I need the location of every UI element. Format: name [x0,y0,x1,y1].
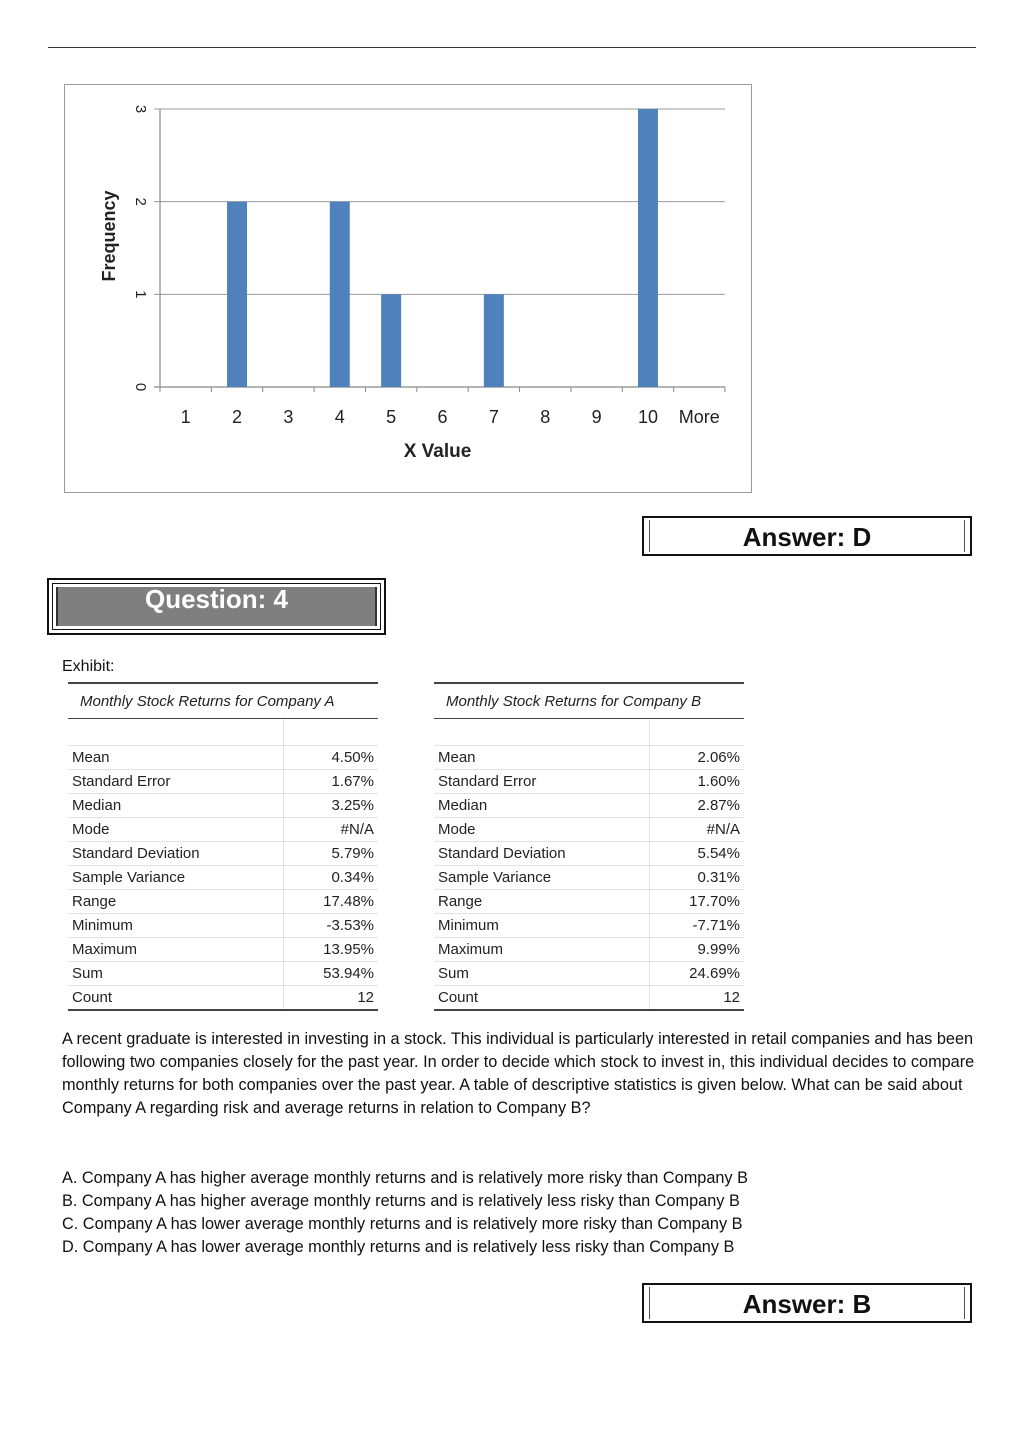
table-row [434,890,744,914]
answer-option: C. Company A has lower average monthly returns and is relatively more risky than Company B [62,1215,743,1233]
table-row [68,890,378,914]
histogram-bar [381,294,401,387]
question-header [47,578,386,635]
stat-value: 5.54% [650,842,744,866]
y-tick-label: 3 [132,104,149,114]
stat-label: Sample Variance [68,866,284,890]
top-rule [48,47,976,48]
stat-value: 24.69% [650,962,744,986]
x-tick-label: 7 [488,407,499,427]
stat-label: Minimum [434,914,650,938]
stat-label: Mode [68,818,284,842]
y-tick-label: 2 [132,197,149,206]
table-row [68,986,378,1011]
answer-options [62,1167,977,1259]
stat-value: 0.31% [650,866,744,890]
table-row [68,842,378,866]
stat-value: 3.25% [284,794,378,818]
exhibit-label: Exhibit: [62,658,115,675]
table-row [434,938,744,962]
stats-table-company-a [68,682,378,1011]
answer-option: D. Company A has lower average monthly returns and is relatively less risky than Company B [62,1238,735,1256]
table-row [434,746,744,770]
stat-value: 17.70% [650,890,744,914]
stat-value: 17.48% [284,890,378,914]
stat-label: Minimum [68,914,284,938]
stat-label: Range [434,890,650,914]
x-tick-label: 3 [283,407,294,427]
question-text: A recent graduate is interested in investing in a stock. This individual is particularly interested in retail companies and has been following two companies closely for the past year. In order to decide which stock to invest in, this individual decides to compare monthly returns for both companies over the past year. A table of descriptive statistics is given below. What can be said about Company A regarding risk and average returns in relation to Company B? [62,1030,975,1117]
histogram-bar [484,294,504,387]
stats-table-company-b [434,682,744,1011]
stat-label: Sum [434,962,650,986]
table-row [68,770,378,794]
answer-label: Answer: B [742,1289,872,1319]
stat-value: 9.99% [650,938,744,962]
stat-value: 12 [650,986,744,1011]
stat-label: Maximum [68,938,284,962]
stat-value: 5.79% [284,842,378,866]
stat-value: 13.95% [284,938,378,962]
y-tick-label: 1 [132,290,149,299]
table-row [68,818,378,842]
table-row [68,962,378,986]
histogram-bar [330,202,350,387]
x-tick-label: 6 [437,407,448,427]
x-tick-label: 5 [386,407,397,427]
stat-label: Range [68,890,284,914]
table-row [434,986,744,1011]
table-row [68,914,378,938]
x-tick-label: 9 [591,407,602,427]
histogram-bar [227,202,247,387]
x-tick-label: 4 [334,407,345,427]
stat-value: 53.94% [284,962,378,986]
stat-value: 4.50% [284,746,378,770]
table-row [434,962,744,986]
stat-value: -3.53% [284,914,378,938]
answer-box-previous [642,516,972,556]
stat-label: Median [68,794,284,818]
stat-label: Standard Deviation [68,842,284,866]
stat-label: Standard Deviation [434,842,650,866]
table-row [68,938,378,962]
histogram-chart [64,84,752,493]
stat-label: Count [68,986,284,1011]
stat-label: Mean [68,746,284,770]
histogram-svg [65,85,753,494]
stat-value: 1.67% [284,770,378,794]
y-axis-title: Frequency [99,190,119,282]
stat-value: 2.06% [650,746,744,770]
stat-value: 1.60% [650,770,744,794]
stat-value: #N/A [650,818,744,842]
table-row [434,770,744,794]
stat-label: Count [434,986,650,1011]
stat-value: 2.87% [650,794,744,818]
x-tick-label: More [678,407,720,427]
table-title: Monthly Stock Returns for Company B [434,683,744,719]
stat-value: -7.71% [650,914,744,938]
x-tick-label: 8 [540,407,551,427]
table-row [434,914,744,938]
table-row [434,866,744,890]
stat-label: Mean [434,746,650,770]
x-axis-title: X Value [403,441,472,462]
stat-label: Sample Variance [434,866,650,890]
x-tick-label: 10 [637,407,658,427]
stat-value: 0.34% [284,866,378,890]
stat-label: Median [434,794,650,818]
stat-value: 12 [284,986,378,1011]
table-row [68,866,378,890]
stat-value: #N/A [284,818,378,842]
y-tick-label: 0 [132,382,149,392]
table-title: Monthly Stock Returns for Company A [68,683,378,719]
x-tick-label: 1 [180,407,191,427]
stat-label: Standard Error [68,770,284,794]
table-row [434,794,744,818]
answer-box [642,1283,972,1323]
histogram-bar [638,109,658,387]
stat-label: Mode [434,818,650,842]
table-row [434,818,744,842]
table-row [68,794,378,818]
answer-option: A. Company A has higher average monthly returns and is relatively more risky than Company B [62,1169,748,1187]
stat-label: Standard Error [434,770,650,794]
answer-label-previous: Answer: D [742,522,872,552]
table-row [68,746,378,770]
x-tick-label: 2 [232,407,243,427]
stat-label: Maximum [434,938,650,962]
question-number: Question: 4 [144,584,288,614]
table-row [434,842,744,866]
answer-option: B. Company A has higher average monthly returns and is relatively less risky than Company B [62,1192,740,1210]
stat-label: Sum [68,962,284,986]
